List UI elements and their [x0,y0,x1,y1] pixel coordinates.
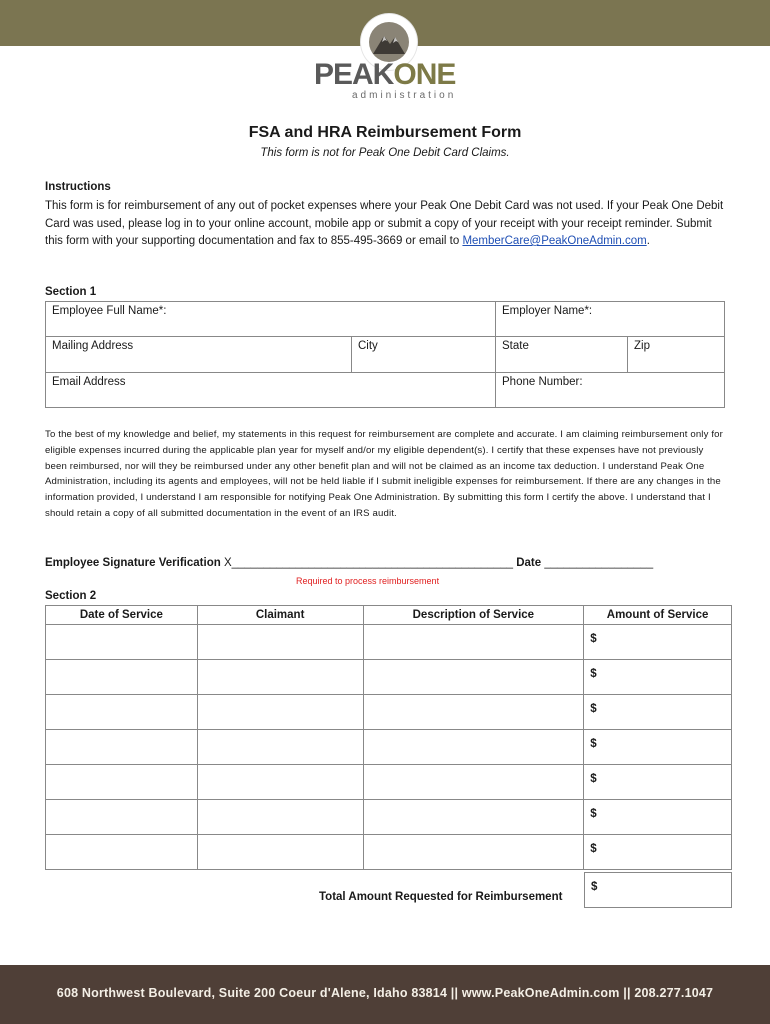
header-date-of-service: Date of Service [46,606,198,625]
claimant-cell[interactable] [197,730,363,765]
email-address-field[interactable] [45,372,496,408]
brand-logo: PEAKONE [314,58,456,91]
section2-label: Section 2 [45,590,97,602]
state-label: State [502,340,529,352]
email-address-label: Email Address [52,376,126,388]
certification-text: To the best of my knowledge and belief, my statements in this request for reimbursement are complete and accurate. I am claiming reimbursement only for eligible expenses incurred during the applicable plan year for myself and/or my eligible dependent(s). I certify that these expenses have not previously been reimbursed, nor will they be reimbursed under any other benefit plan and will not be claimed as an income tax deduction. I understand Peak One Administration, including its agents and employees, will not be held liable if I submit ineligible expenses for reimbursement. If there are any changes in the information provided, I understand I am responsible for notifying Peak One Administration. By submitting this form I certify the above. I understand that I should retain a copy of all submitted documentation in the event of an IRS audit. [45,429,723,519]
date-cell[interactable] [46,765,198,800]
employee-name-label: Employee Full Name*: [52,305,167,317]
zip-label: Zip [634,340,650,352]
service-table-header [46,606,732,625]
claimant-cell[interactable] [197,800,363,835]
signature-row [45,557,727,569]
amount-cell[interactable]: $ [584,835,732,870]
header-amount: Amount of Service [584,606,732,625]
email-link[interactable]: MemberCare@PeakOneAdmin.com [462,235,647,247]
claimant-cell[interactable] [197,625,363,660]
table-row [46,695,732,730]
claimant-cell[interactable] [197,695,363,730]
amount-cell[interactable]: $ [584,660,732,695]
footer-contact: 608 Northwest Boulevard, Suite 200 Coeur d'Alene, Idaho 83814 || www.PeakOneAdmin.com || 208.277.1047 [0,965,770,1024]
description-cell[interactable] [363,625,584,660]
description-cell[interactable] [363,800,584,835]
state-field[interactable] [495,336,628,373]
instructions-end: . [646,235,650,247]
phone-number-label: Phone Number: [502,376,583,388]
table-row [46,730,732,765]
date-cell[interactable] [46,625,198,660]
date-cell[interactable] [46,730,198,765]
header-description: Description of Service [363,606,584,625]
table-row [46,765,732,800]
claimant-cell[interactable] [197,835,363,870]
claimant-cell[interactable] [197,660,363,695]
instructions-heading: Instructions [45,181,111,193]
employer-name-label: Employer Name*: [502,305,593,317]
service-table [45,605,732,870]
instructions-text: This form is for reimbursement of any out of pocket expenses where your Peak One Debit Card was not used. If your Peak One Debit Card was used, please log in to your online account, mobile app or submit a copy of your receipt with your receipt reminder. Submit this form with your supporting documentation and fax to 855-495-3669 or email to [45,200,724,247]
amount-cell[interactable]: $ [584,765,732,800]
description-cell[interactable] [363,835,584,870]
date-cell[interactable] [46,695,198,730]
mailing-address-field[interactable] [45,336,352,373]
signature-required-note: Required to process reimbursement [296,576,440,586]
table-row [46,660,732,695]
amount-cell[interactable]: $ [584,800,732,835]
form-title: FSA and HRA Reimbursement Form [248,124,522,141]
mailing-address-label: Mailing Address [52,340,134,352]
date-line[interactable]: _________________ [541,557,654,569]
zip-field[interactable] [627,336,725,373]
section1-label: Section 1 [45,286,97,298]
city-field[interactable] [351,336,496,373]
table-row [46,835,732,870]
amount-cell[interactable]: $ [584,695,732,730]
table-row [46,800,732,835]
date-cell[interactable] [46,835,198,870]
total-label: Total Amount Requested for Reimbursement [319,891,563,903]
signature-label: Employee Signature Verification [45,557,221,569]
signature-line[interactable]: X____________________________________________ [220,557,514,569]
phone-number-field[interactable] [495,372,725,408]
amount-cell[interactable]: $ [584,730,732,765]
description-cell[interactable] [363,660,584,695]
header-claimant: Claimant [197,606,363,625]
total-amount-field[interactable]: $ [584,872,732,908]
city-label: City [358,340,378,352]
brand-subtitle: administration [352,90,457,101]
claimant-cell[interactable] [197,765,363,800]
date-label: Date [516,557,542,569]
table-row [46,625,732,660]
description-cell[interactable] [363,765,584,800]
form-subtitle: This form is not for Peak One Debit Card Claims. [260,147,510,159]
amount-cell[interactable]: $ [584,625,732,660]
description-cell[interactable] [363,695,584,730]
description-cell[interactable] [363,730,584,765]
employer-name-field[interactable] [495,301,725,337]
date-cell[interactable] [46,800,198,835]
date-cell[interactable] [46,660,198,695]
employee-name-field[interactable] [45,301,496,337]
instructions-body [45,198,725,251]
